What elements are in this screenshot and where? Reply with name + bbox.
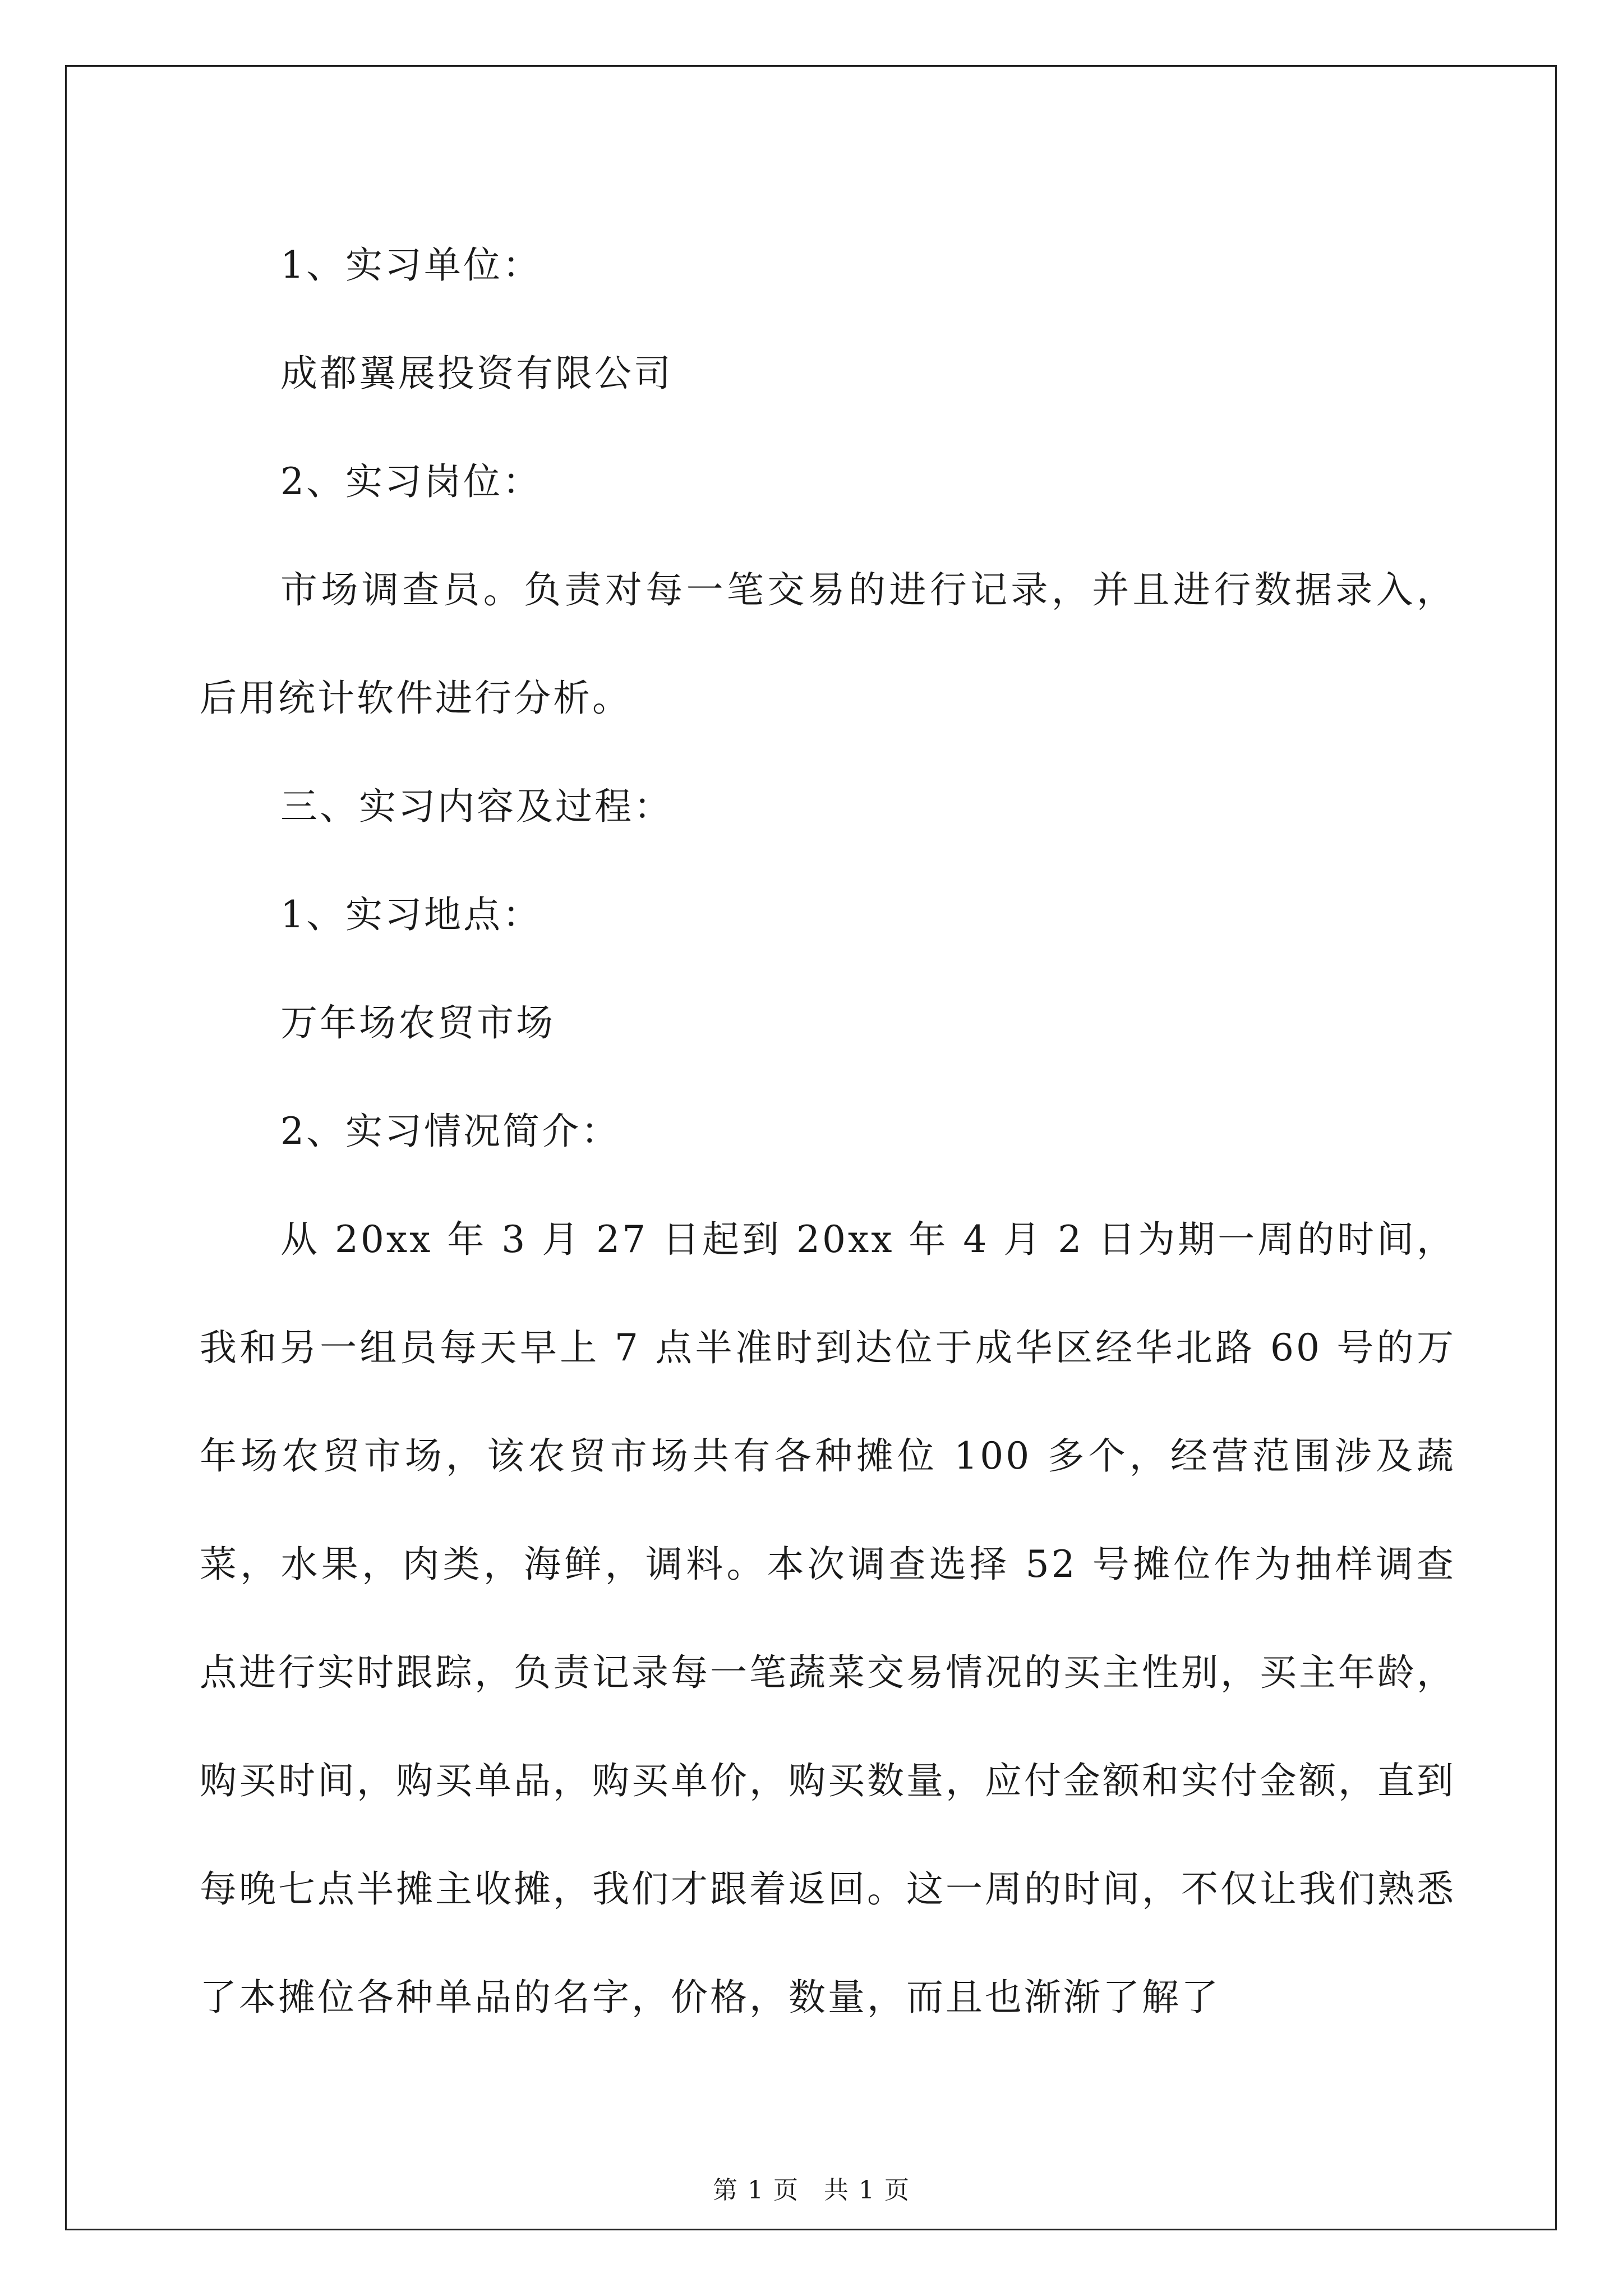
paragraph-company-name: 成都翼展投资有限公司 xyxy=(280,352,673,395)
paragraph-internship-summary-heading: 2、实习情况简介： xyxy=(280,1110,620,1153)
page-number-total: 共 1 页 xyxy=(824,2176,910,2205)
paragraph-market-name: 万年场农贸市场 xyxy=(280,1001,555,1045)
paragraph-internship-summary-body: 从 20xx 年 3 月 27 日起到 20xx 年 4 月 2 日为期一周的时间，我和另一组员每天早上 7 点半准时到达位于成华区经华北路 60 号的万年场农贸市场，该农贸市场共有各种摊位 100 多个，经营范围涉及蔬菜，水果，肉类，海鲜，调料。本次调查选择 52 号摊位作为抽样调查点进行实时跟踪，负责记录每一笔蔬菜交易情况的买主性别，买主年龄，购买时间，购买单品，购买单价，购买数量，应付金额和实付金额，直到每晚七点半摊主收摊，我们才跟着返回。这一周的时间，不仅让我们熟悉了本摊位各种单品的名字，价格，数量，而且也渐渐了解了 xyxy=(200,1218,1456,2019)
paragraph-position-description: 市场调查员。负责对每一笔交易的进行记录，并且进行数据录入，后用统计软件进行分析。 xyxy=(200,568,1456,720)
page-number-current: 第 1 页 xyxy=(713,2176,799,2205)
paragraph-internship-unit-heading: 1、实习单位： xyxy=(280,243,542,287)
paragraph-internship-location-heading: 1、实习地点： xyxy=(280,893,542,936)
document-body xyxy=(200,211,1456,2051)
paragraph-section-three-heading: 三、实习内容及过程： xyxy=(280,785,673,828)
page-footer xyxy=(0,2170,1623,2206)
paragraph-internship-position-heading: 2、实习岗位： xyxy=(280,460,542,503)
